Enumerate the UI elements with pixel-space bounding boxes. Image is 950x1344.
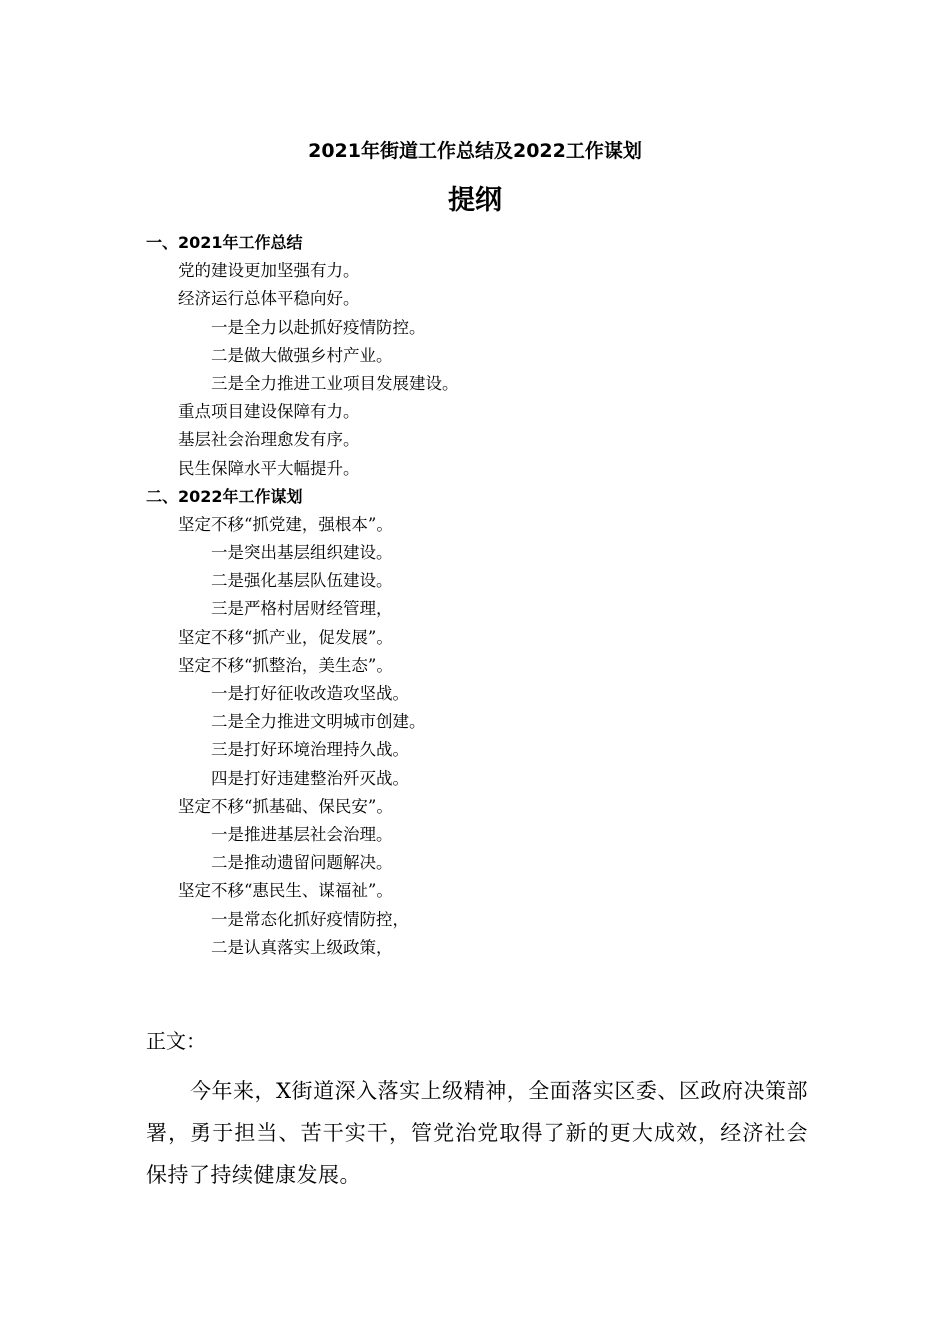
outline-item: 经济运行总体平稳向好。: [178, 289, 360, 309]
outline-item: 坚定不移“抓整治，美生态”。: [178, 655, 393, 675]
outline-item: 二是强化基层队伍建设。: [211, 571, 393, 591]
outline-item: 坚定不移“抓产业，促发展”。: [178, 627, 393, 647]
outline-item: 三是打好环境治理持久战。: [211, 740, 409, 760]
outline-section-heading: 二、2022年工作谋划: [146, 486, 303, 506]
outline-section-heading: 一、2021年工作总结: [146, 233, 303, 252]
outline-item: 坚定不移“抓基础、保民安”。: [178, 796, 393, 816]
body-heading: 正文：: [146, 1029, 206, 1053]
document-subtitle: 提纲: [448, 185, 502, 216]
outline-item: 民生保障水平大幅提升。: [178, 458, 360, 478]
document-title: 2021年街道工作总结及2022工作谋划: [308, 140, 642, 162]
outline-item: 三是全力推进工业项目发展建设。: [211, 373, 459, 393]
outline-item: 二是推动遗留问题解决。: [211, 853, 393, 873]
outline-list: [146, 229, 846, 962]
outline-item: 二是全力推进文明城市创建。: [211, 712, 426, 732]
outline-item: 基层社会治理愈发有序。: [178, 430, 360, 450]
outline-item: 二是认真落实上级政策，: [211, 937, 393, 957]
outline-item: 一是突出基层组织建设。: [211, 543, 393, 563]
body-paragraph: 今年来，X街道深入落实上级精神，全面落实区委、区政府决策部署，勇于担当、苦干实干，管党治党取得了新的更大成效，经济社会保持了持续健康发展。: [146, 1079, 808, 1187]
outline-item: 一是打好征收改造攻坚战。: [211, 684, 409, 703]
outline-item: 一是全力以赴抓好疫情防控。: [211, 317, 426, 337]
outline-item: 坚定不移“抓党建，强根本”。: [178, 514, 393, 534]
outline-item: 一是推进基层社会治理。: [211, 824, 393, 844]
outline-item: 一是常态化抓好疫情防控，: [211, 909, 409, 929]
outline-item: 二是做大做强乡村产业。: [211, 345, 393, 365]
outline-item: 四是打好违建整治歼灭战。: [211, 768, 409, 788]
outline-item: 三是严格村居财经管理，: [211, 599, 393, 619]
outline-item: 党的建设更加坚强有力。: [178, 261, 360, 281]
outline-item: 坚定不移“惠民生、谋福祉”。: [178, 881, 393, 901]
outline-item: 重点项目建设保障有力。: [178, 402, 360, 422]
